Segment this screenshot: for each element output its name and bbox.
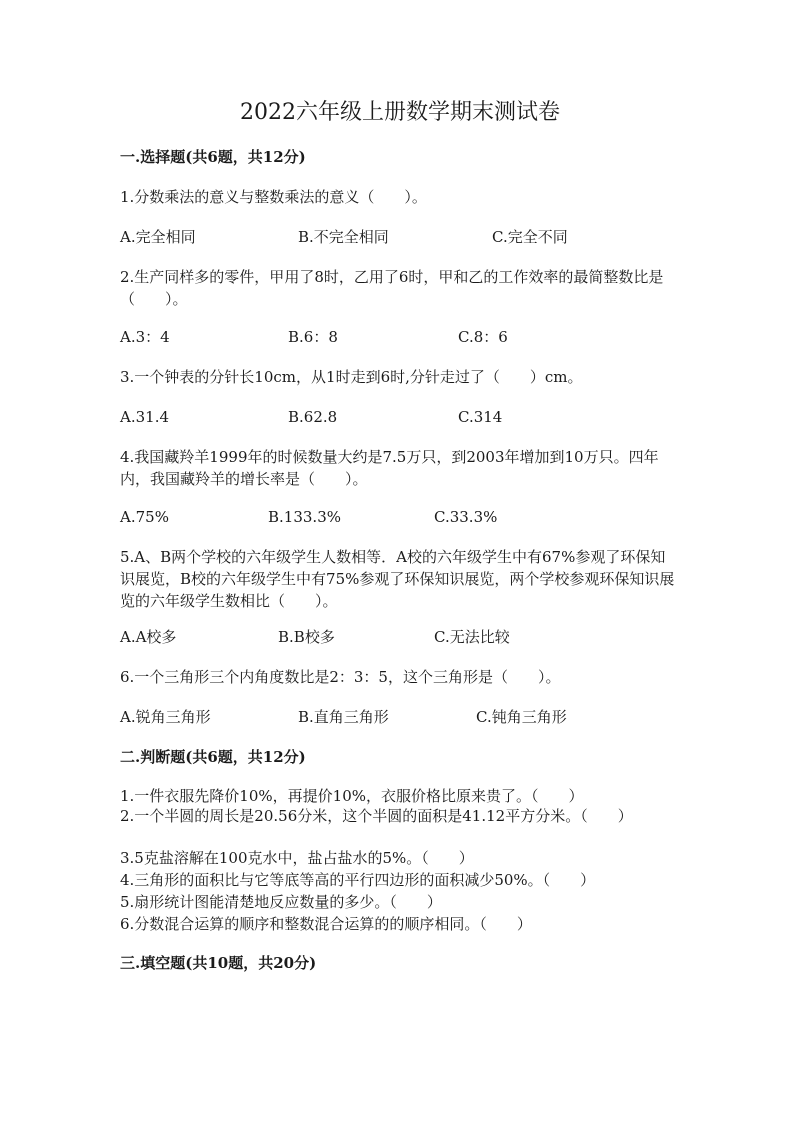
judge-item-5: 5.扇形统计图能清楚地反应数量的多少。（ ） [120,893,442,911]
option-c: C.8：6 [458,328,508,346]
options-3 [120,406,680,428]
options-5 [120,626,680,648]
judge-item-3: 3.5克盐溶解在100克水中，盐占盐水的5%。（ ） [120,849,474,867]
option-a: A.31.4 [120,408,169,426]
section-heading-choice: 一.选择题(共6题，共12分) [120,148,306,166]
judge-item-2: 2.一个半圆的周长是20.56分米，这个半圆的面积是41.12平方分米。（ ） [120,807,633,825]
option-c: C.无法比较 [434,628,510,646]
judge-item-4: 4.三角形的面积比与它等底等高的平行四边形的面积减少50%。（ ） [120,871,596,889]
option-b: B.不完全相同 [298,228,389,246]
option-b: B.直角三角形 [298,708,389,726]
question-2: 2.生产同样多的零件，甲用了8时，乙用了6时，甲和乙的工作效率的最简整数比是（ ）。 [120,268,664,308]
option-b: B.62.8 [288,408,338,426]
page-title: 2022六年级上册数学期末测试卷 [240,100,560,125]
question-5: 5.A、B两个学校的六年级学生人数相等．A校的六年级学生中有67%参观了环保知识展览，B校的六年级学生中有75%参观了环保知识展览，两个学校参观环保知识展览的六年级学生数相比（ ）。 [120,548,675,610]
option-c: C.314 [458,408,503,426]
option-a: A.A校多 [120,628,177,646]
option-c: C.钝角三角形 [476,708,567,726]
option-a: A.75% [120,508,169,526]
option-a: A.3：4 [120,328,170,346]
question-3: 3.一个钟表的分针长10cm，从1时走到6时,分针走过了（ ）cm。 [120,368,583,386]
judge-item-6: 6.分数混合运算的顺序和整数混合运算的的顺序相同。（ ） [120,915,532,933]
question-4: 4.我国藏羚羊1999年的时候数量大约是7.5万只，到2003年增加到10万只。四年内，我国藏羚羊的增长率是（ ）。 [120,448,659,488]
question-6: 6.一个三角形三个内角度数比是2：3：5，这个三角形是（ ）。 [120,668,561,686]
option-a: A.完全相同 [120,228,196,246]
option-b: B.133.3% [268,508,341,526]
options-2 [120,326,680,348]
options-6 [120,706,680,728]
option-b: B.6：8 [288,328,338,346]
option-c: C.33.3% [434,508,498,526]
option-c: C.完全不同 [492,228,568,246]
section-heading-judge: 二.判断题(共6题，共12分) [120,748,306,766]
options-1 [120,226,680,248]
judge-item-1: 1.一件衣服先降价10%，再提价10%，衣服价格比原来贵了。（ ） [120,787,584,805]
option-b: B.B校多 [278,628,335,646]
section-heading-fill: 三.填空题(共10题，共20分) [120,954,317,972]
option-a: A.锐角三角形 [120,708,211,726]
question-1: 1.分数乘法的意义与整数乘法的意义（ ）。 [120,188,427,206]
options-4 [120,506,680,528]
